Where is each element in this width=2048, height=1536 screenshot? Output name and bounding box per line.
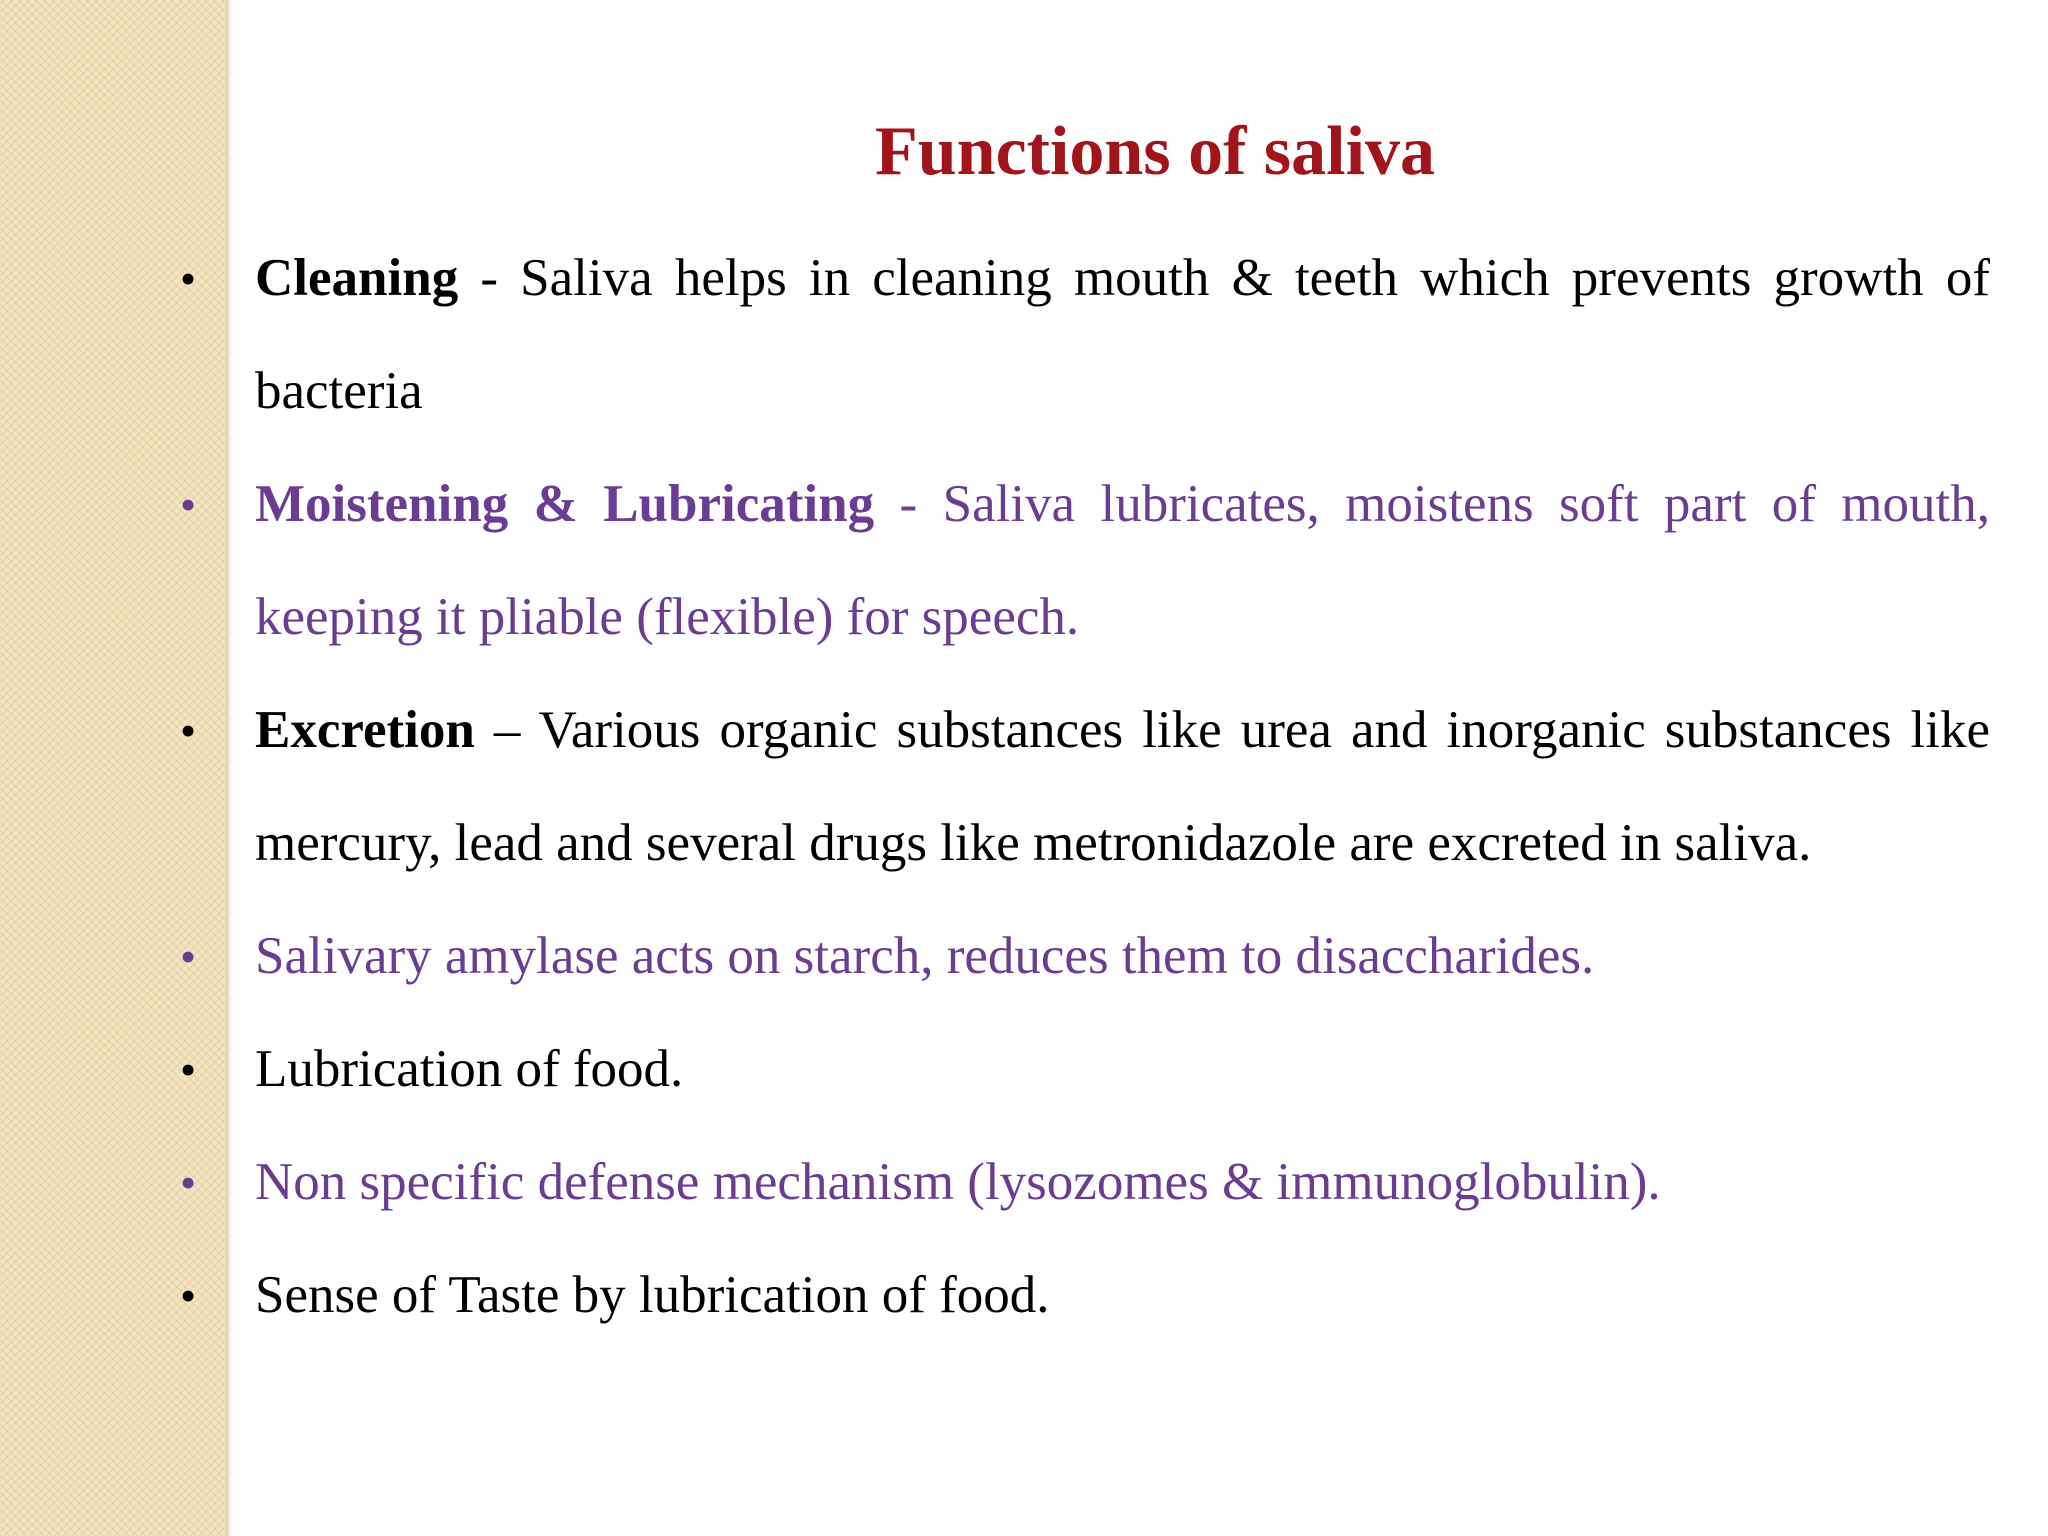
list-item-amylase	[170, 900, 1990, 1013]
bullet-icon: •	[180, 253, 197, 304]
item-text: Lubrication of food.	[255, 1040, 684, 1098]
item-term: Moistening & Lubricating	[255, 475, 875, 533]
bullet-icon: •	[180, 705, 197, 756]
list-item-taste	[170, 1239, 1990, 1352]
bullet-icon: •	[180, 931, 197, 982]
bullet-icon: •	[180, 1044, 197, 1095]
bullet-icon: •	[180, 1157, 197, 1208]
list-item-cleaning	[170, 222, 1990, 448]
item-text: Salivary amylase acts on starch, reduces them to disaccharides.	[255, 927, 1595, 985]
item-term: Cleaning	[255, 249, 459, 307]
item-text: Sense of Taste by lubrication of food.	[255, 1266, 1050, 1324]
bullet-icon: •	[180, 479, 197, 530]
bullet-list	[170, 222, 1990, 1352]
item-text: – Various organic substances like urea and inorganic substances like mercury, lead and several drugs like metronidazole are excreted in saliva.	[255, 701, 1990, 872]
item-text: Non specific defense mechanism (lysozomes & immunoglobulin).	[255, 1153, 1661, 1211]
item-term: Excretion	[255, 701, 475, 759]
item-text: - Saliva lubricates, moistens soft part of mouth, keeping it pliable (flexible) for speech.	[255, 475, 1990, 646]
list-item-lubrication	[170, 1013, 1990, 1126]
list-item-excretion	[170, 674, 1990, 900]
item-text: - Saliva helps in cleaning mouth & teeth which prevents growth of bacteria	[255, 249, 1990, 420]
list-item-moistening	[170, 448, 1990, 674]
slide-title: Functions of saliva	[874, 113, 1436, 190]
bullet-icon: •	[180, 1270, 197, 1321]
list-item-defense	[170, 1126, 1990, 1239]
